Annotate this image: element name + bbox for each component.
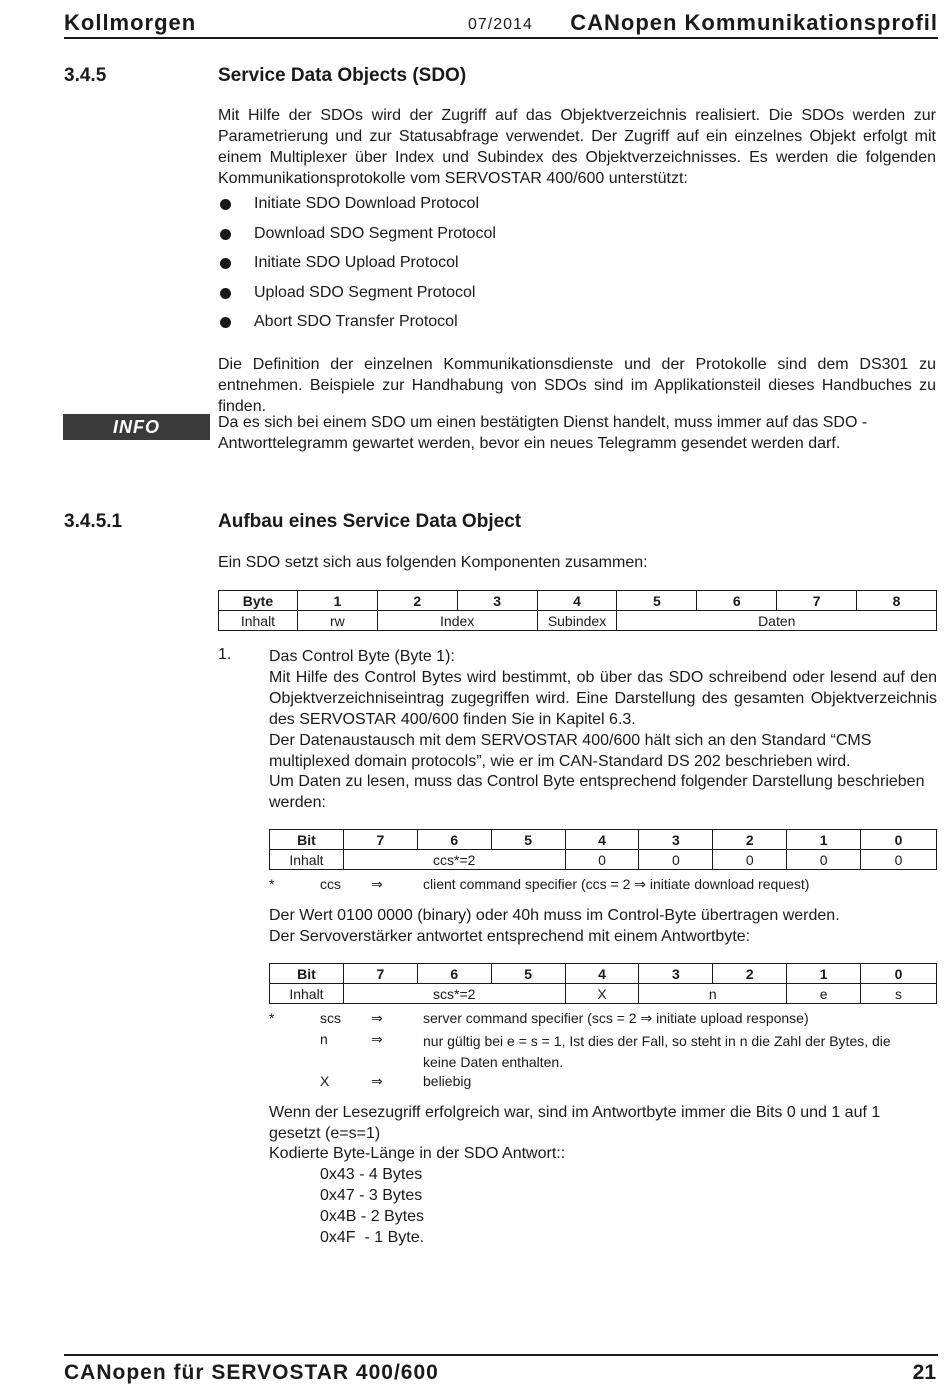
bullet-icon bbox=[220, 229, 231, 240]
section-title: Service Data Objects (SDO) bbox=[218, 65, 467, 86]
footnote-text: server command specifier (scs = 2 ⇒ initiate upload response) bbox=[423, 1010, 809, 1026]
table-row: Byte 1 2 3 4 5 6 7 8 bbox=[219, 591, 937, 611]
subsection-title: Aufbau eines Service Data Object bbox=[218, 511, 522, 532]
page-number: 21 bbox=[912, 1361, 936, 1384]
list-item: Abort SDO Transfer Protocol bbox=[218, 311, 496, 341]
list-item: 0x4B - 2 Bytes bbox=[320, 1208, 425, 1225]
footnote-text: beliebig bbox=[423, 1073, 472, 1089]
header-rule bbox=[64, 37, 938, 39]
scs-bit-table bbox=[269, 963, 937, 1004]
footnote-text: client command specifier (ccs = 2 ⇒ initiate download request) bbox=[423, 876, 810, 892]
footnote-key: n bbox=[320, 1031, 328, 1047]
item-text-3: Um Daten zu lesen, muss das Control Byte entsprechend folgender Darstellung beschrieben werden: bbox=[269, 773, 925, 811]
info-text: Da es sich bei einem SDO um einen bestätigten Dienst handelt, muss immer auf das SDO - Antworttelegramm gewartet werden, bevor ein neues Telegramm gesendet werden darf. bbox=[218, 414, 868, 452]
item-title: Das Control Byte (Byte 1): bbox=[269, 648, 455, 665]
info-badge: INFO bbox=[63, 414, 210, 440]
footnote-key: ccs bbox=[320, 876, 341, 892]
list-item: Initiate SDO Upload Protocol bbox=[218, 252, 496, 282]
section-number: 3.4.5 bbox=[64, 65, 107, 86]
table-row: Bit 7 6 5 4 3 2 1 0 bbox=[270, 830, 937, 850]
arrow-icon: ⇒ bbox=[371, 1031, 383, 1047]
section-intro: Mit Hilfe der SDOs wird der Zugriff auf das Objektverzeichnis realisiert. Die SDOs werden zur Parametrierung und zur Statusabfrage verwendet. Der Zugriff auf ein einzelnes Objekt erfolgt mit einem Multiplexer über Index und Subindex des Objektverzeichnisses. Es werden die folgenden Kommunikationsprotokolle vom SERVOSTAR 400/600 unterstützt: bbox=[218, 107, 936, 187]
bullet-icon bbox=[220, 199, 231, 210]
arrow-icon: ⇒ bbox=[371, 1010, 383, 1026]
list-item: 0x43 - 4 Bytes bbox=[320, 1166, 423, 1183]
footer-rule bbox=[64, 1354, 938, 1356]
list-item: 0x4F - 1 Byte. bbox=[320, 1229, 425, 1246]
ccs-bit-table bbox=[269, 829, 937, 870]
footnote-key: X bbox=[320, 1073, 330, 1089]
header-brand: Kollmorgen bbox=[64, 10, 197, 35]
code-list bbox=[320, 1164, 424, 1248]
list-item: Download SDO Segment Protocol bbox=[218, 223, 496, 253]
header-date: 07/2014 bbox=[468, 16, 533, 33]
sdo-byte-table bbox=[218, 590, 937, 631]
item-text-1: Mit Hilfe des Control Bytes wird bestimmt, ob über das SDO schreibend oder lesend auf den Objektverzeichniseintrag zugegriffen wird. Eine Darstellung des gesamten Objektverzeichnis des SERVOSTAR 400/600 finden Sie in Kapitel 6.3. bbox=[269, 669, 937, 728]
coded-title: Kodierte Byte-Länge in der SDO Antwort:: bbox=[269, 1145, 566, 1162]
arrow-icon: ⇒ bbox=[371, 876, 383, 892]
footnote-text: nur gültig bei e = s = 1, Ist dies der Fall, so steht in n die Zahl der Bytes, die keine Daten enthalten. bbox=[423, 1033, 891, 1070]
value-text: Der Wert 0100 0000 (binary) oder 40h muss im Control-Byte übertragen werden. bbox=[269, 907, 840, 924]
footer-title: CANopen für SERVOSTAR 400/600 bbox=[64, 1361, 439, 1384]
subsection-intro: Ein SDO setzt sich aus folgenden Komponenten zusammen: bbox=[218, 554, 648, 571]
table-row: Inhalt ccs*=2 0 0 0 0 0 bbox=[270, 850, 937, 870]
bullet-icon bbox=[220, 258, 231, 269]
header-title: CANopen Kommunikationsprofil bbox=[570, 10, 938, 35]
item-number: 1. bbox=[218, 646, 232, 663]
protocol-list bbox=[218, 193, 496, 341]
list-item: Upload SDO Segment Protocol bbox=[218, 282, 496, 312]
table-row: Bit 7 6 5 4 3 2 1 0 bbox=[270, 964, 937, 984]
success-text: Wenn der Lesezugriff erfolgreich war, sind im Antwortbyte immer die Bits 0 und 1 auf 1 gesetzt (e=s=1) bbox=[269, 1104, 881, 1142]
table-row: Inhalt rw Index Subindex Daten bbox=[219, 611, 937, 631]
bullet-icon bbox=[220, 288, 231, 299]
footnote-star: * bbox=[269, 876, 275, 892]
answer-text: Der Servoverstärker antwortet entsprechend mit einem Antwortbyte: bbox=[269, 928, 751, 945]
definition-text: Die Definition der einzelnen Kommunikationsdienste und der Protokolle sind dem DS301 zu entnehmen. Beispiele zur Handhabung von SDOs sind im Applikationsteil dieses Handbuches zu finden. bbox=[218, 356, 936, 415]
table-row: Inhalt scs*=2 X n e s bbox=[270, 984, 937, 1004]
footnote-star: * bbox=[269, 1010, 275, 1026]
subsection-number: 3.4.5.1 bbox=[64, 511, 123, 532]
footnote-key: scs bbox=[320, 1010, 341, 1026]
list-item: Initiate SDO Download Protocol bbox=[218, 193, 496, 223]
arrow-icon: ⇒ bbox=[371, 1073, 383, 1089]
bullet-icon bbox=[220, 317, 231, 328]
list-item: 0x47 - 3 Bytes bbox=[320, 1187, 423, 1204]
item-text-2: Der Datenaustausch mit dem SERVOSTAR 400/600 hält sich an den Standard “CMS multiplexed domain protocols”, wie er im CAN-Standard DS 202 beschrieben wird. bbox=[269, 732, 872, 770]
